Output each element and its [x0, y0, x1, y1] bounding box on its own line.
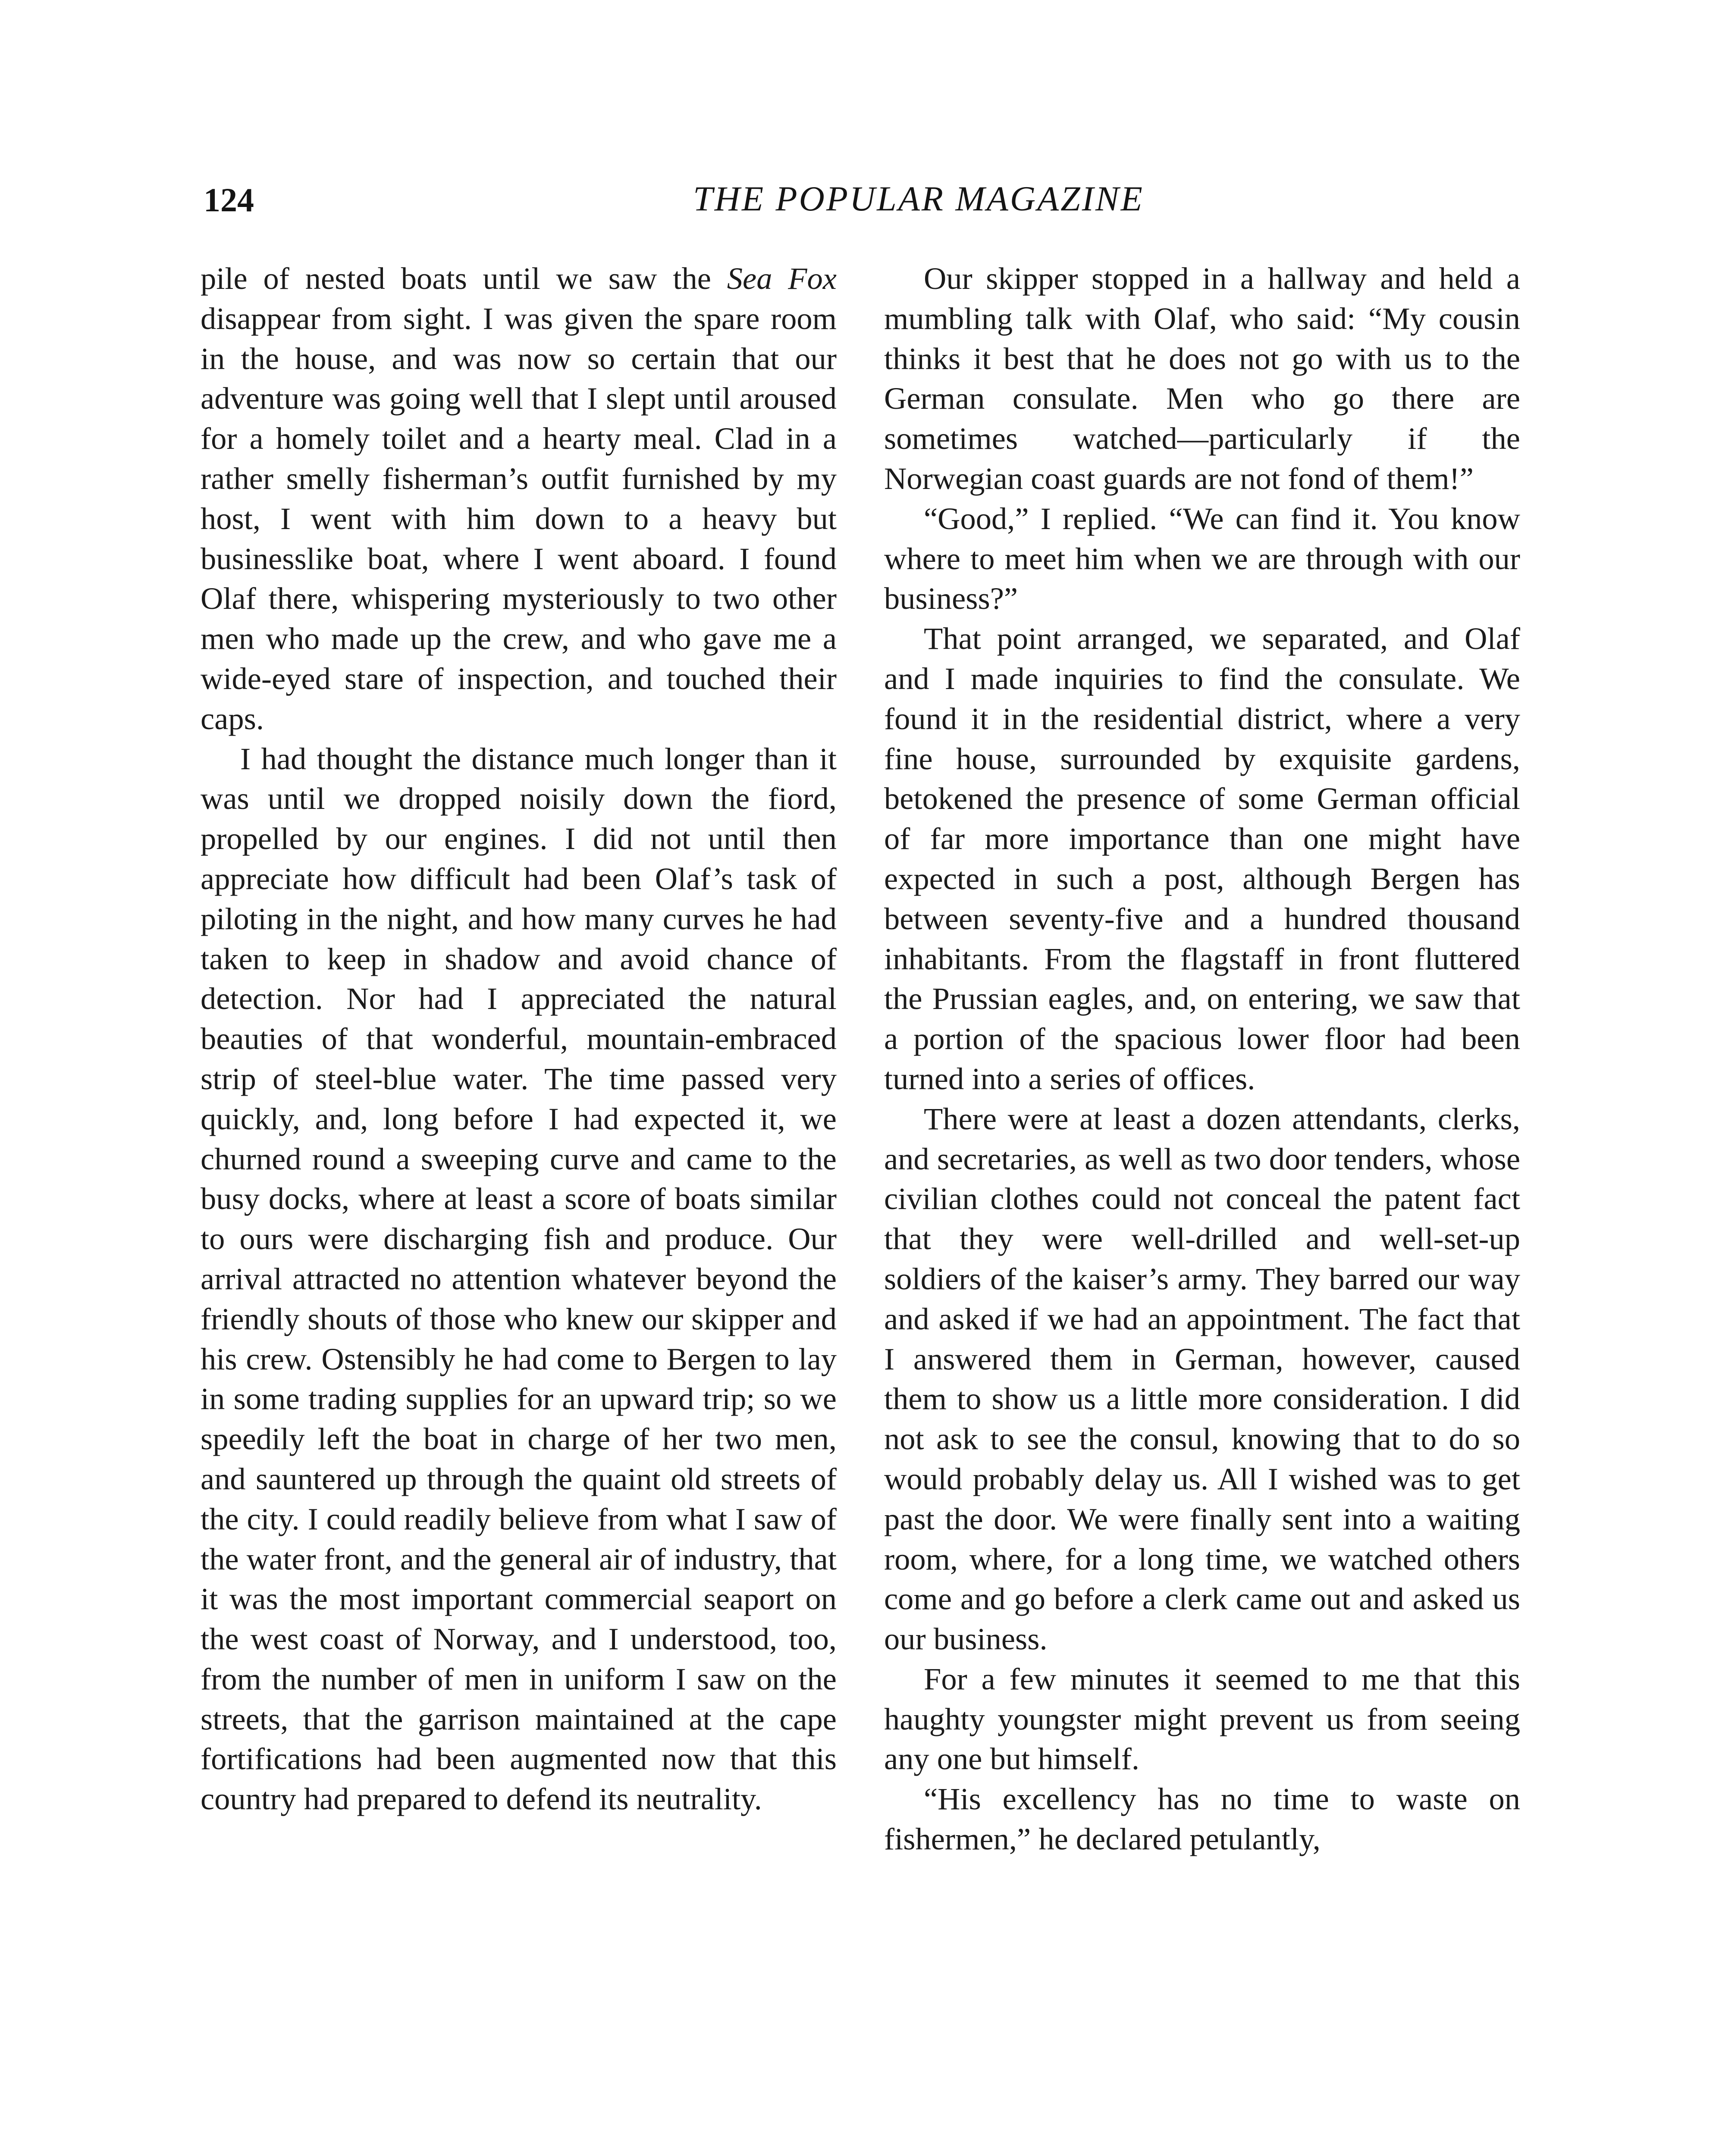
paragraph [884, 1779, 1520, 1859]
text-run: Our skipper stopped in a hallway and held a mumbling talk with Olaf, who said: “My cousin thinks it best that he does not go with us to the German consulate. Men who go there are sometimes watched—particularly if the Norwegian coast guards are not fond of them!” [884, 261, 1520, 496]
paragraph [884, 259, 1520, 499]
paragraph [201, 259, 837, 739]
right-column [884, 259, 1520, 1859]
text-run: “Good,” I replied. “We can find it. You know where to meet him when we are through with our business?” [884, 501, 1520, 616]
running-head: THE POPULAR MAGAZINE [693, 179, 1144, 218]
paragraph [884, 619, 1520, 1099]
paragraph [884, 499, 1520, 619]
text-run: There were at least a dozen attendants, clerks, and secretaries, as well as two door tenders, whose civilian clothes could not conceal the patent fact that they were well-drilled and well-set-up soldiers of the kaiser’s army. They barred our way and asked if we had an appointment. The fact that I answered them in German, however, caused them to show us a little more consideration. I did not ask to see the consul, knowing that to do so would probably delay us. All I wished was to get past the door. We were finally sent into a waiting room, where, for a long time, we watched others come and go before a clerk came out and asked us our business. [884, 1101, 1520, 1657]
text-run: I had thought the distance much longer than it was until we dropped noisily down the fiord, propelled by our engines. I did not until then appreciate how difficult had been Olaf’s task of piloting in the night, and how many curves he had taken to keep in shadow and avoid chance of detection. Nor had I appreciated the natural beauties of that wonderful, mountain-embraced strip of steel-blue water. The time passed very quickly, and, long before I had expected it, we churned round a sweeping curve and came to the busy docks, where at least a score of boats similar to ours were discharging fish and produce. Our arrival attracted no attention whatever beyond the friendly shouts of those who knew our skipper and his crew. Ostensibly he had come to Bergen to lay in some trading supplies for an upward trip; so we speedily left the boat in charge of her two men, and sauntered up through the quaint old streets of the city. I could readily believe from what I saw of the water front, and the general air of industry, that it was the most important commercial seaport on the west coast of Norway, and I understood, too, from the number of men in uniform I saw on the streets, that the garrison maintained at the cape fortifications had been augmented now that this country had prepared to defend its neutrality. [201, 741, 837, 1817]
left-column [201, 259, 837, 1819]
text-run-italic: Sea Fox [727, 261, 837, 296]
text-run: pile of nested boats until we saw the [201, 261, 727, 296]
text-run: That point arranged, we separated, and Olaf and I made inquiries to find the consulate. We found it in the residential district, where a very fine house, surrounded by exquisite gardens, betokened the presence of some German official of far more importance than one might have expected in such a post, although Bergen has between seventy-five and a hundred thousand inhabitants. From the flagstaff in front fluttered the Prussian eagles, and, on entering, we saw that a portion of the spacious lower floor had been turned into a series of offices. [884, 621, 1520, 1096]
paragraph [201, 739, 837, 1820]
text-run: For a few minutes it seemed to me that this haughty youngster might prevent us from seeing any one but himself. [884, 1661, 1520, 1777]
page-number: 124 [204, 181, 254, 219]
text-run: disappear from sight. I was given the spare room in the house, and was now so certain that our adventure was going well that I slept until aroused for a homely toilet and a hearty meal. Clad in a rather smelly fisherman’s outfit furnished by my host, I went with him down to a heavy but businesslike boat, where I went aboard. I found Olaf there, whispering mysteriously to two other men who made up the crew, and who gave me a wide-eyed stare of inspection, and touched their caps. [201, 301, 837, 736]
paragraph [884, 1659, 1520, 1779]
paragraph [884, 1099, 1520, 1659]
text-run: “His excellency has no time to waste on fishermen,” he declared petulantly, [884, 1781, 1520, 1857]
